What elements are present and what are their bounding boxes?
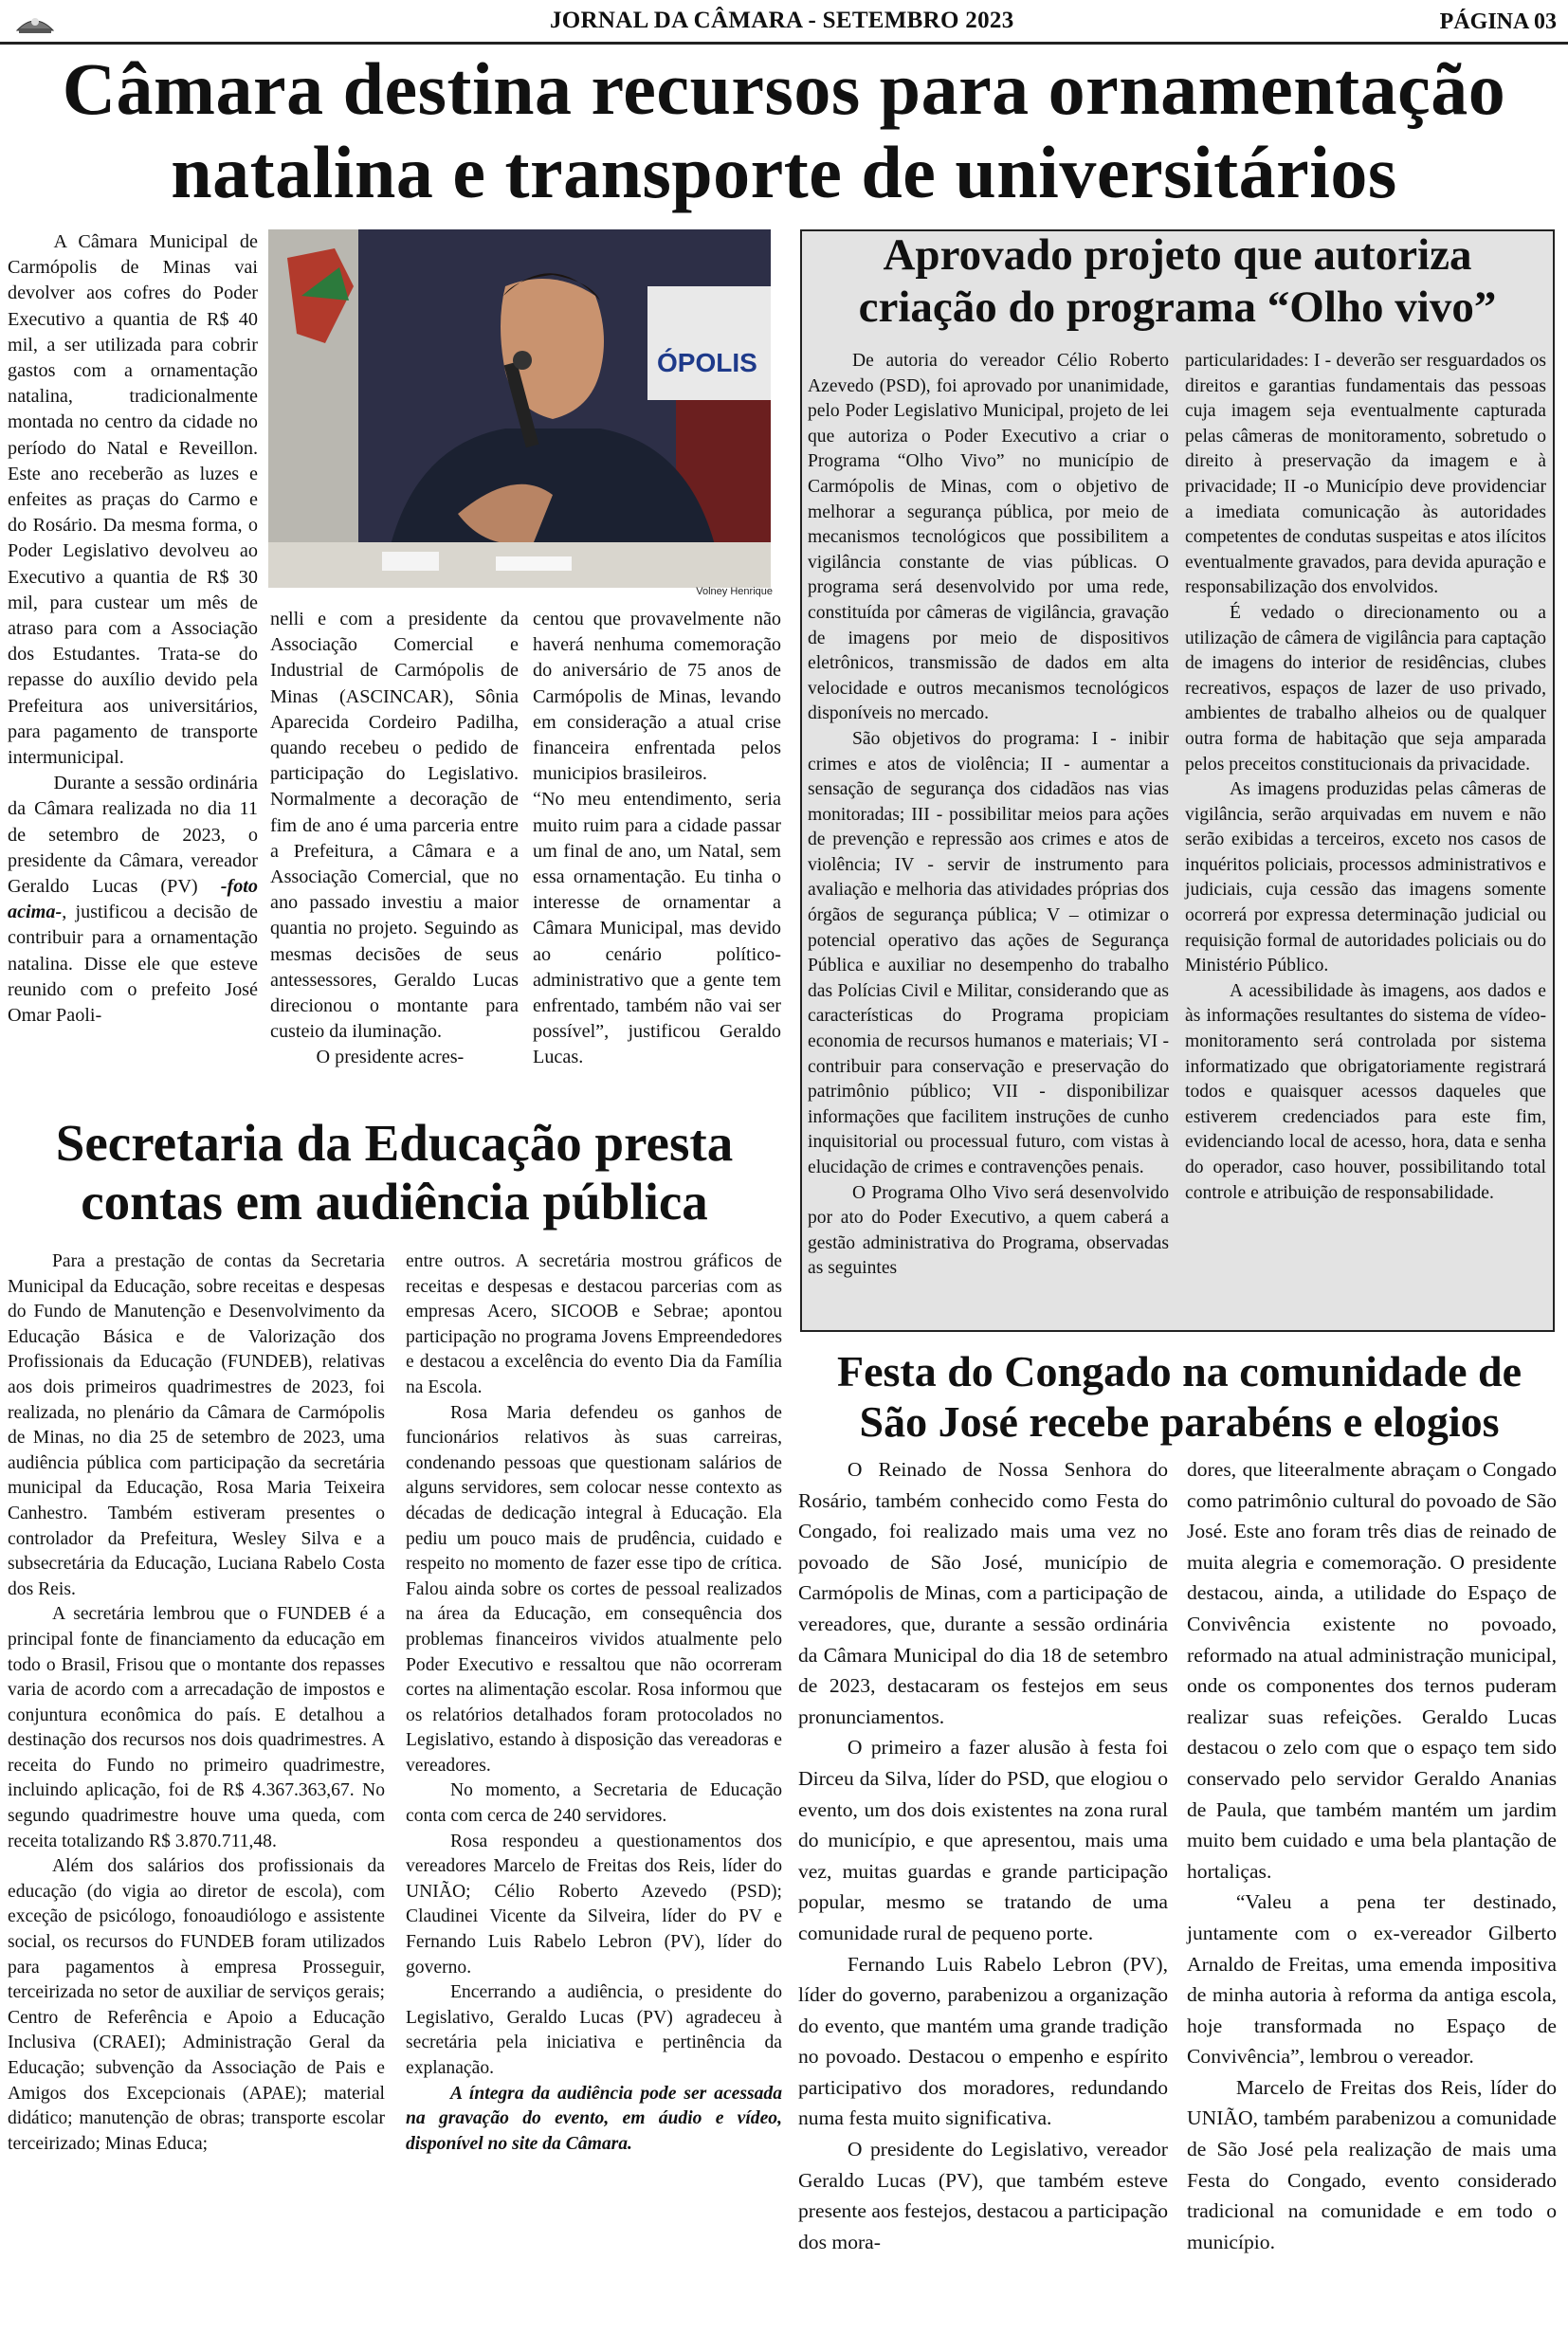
educacao-headline-line-2: contas em audiência pública	[81, 1173, 708, 1231]
main-article-column-3	[533, 607, 781, 1071]
main-headline	[0, 47, 1568, 214]
paragraph: De autoria do vereador Célio Roberto Azevedo (PSD), foi aprovado por unanimidade, pelo Poder Legislativo Municipal, projeto de lei que autoriza o Poder Executivo a criar o Programa “Olho Vivo” no município de Carmópolis de Minas, com o objetivo de melhorar a segurança pública, por meio de mecanismos tecnológicos que possibilitem a vigilância constante de vias públicas. O programa será desenvolvido por uma rede, constituída por câmeras de vigilância, gravação de imagens por meio de dispositivos eletrônicos, transmissão de dados em alta velocidade e outros mecanismos tecnológicos disponíveis no mercado.	[808, 351, 1169, 724]
paragraph: O Reinado de Nossa Senhora do Rosário, também conhecido como Festa do Congado, foi realizado mais uma vez no povoado de São José, município de Carmópolis de Minas, com a participação de vereadores, que, durante a sessão ordinária da Câmara Municipal do dia 18 de setembro de 2023, destacaram os festejos em seus pronunciamentos.	[798, 1458, 1168, 1728]
paragraph	[8, 771, 258, 1029]
paragraph: Rosa respondeu a questionamentos dos vereadores Marcelo de Freitas dos Reis, líder do UNIÃO; Célio Roberto Azevedo (PSD); Claudinei Vicente da Silveira, líder do PV e Fernando Luis Rabelo Lebron (PV), líder do governo.	[406, 1831, 782, 1978]
olho-vivo-column-2	[1185, 349, 1546, 1206]
congado-headline-line-1: Festa do Congado na comunidade de	[836, 1347, 1522, 1395]
paragraph: “No meu entendimento, seria muito ruim para a cidade passar um final de ano, um Natal, sem essa ornamentação. Eu tinha o interesse de ornamentar a Câmara Municipal, mas devido ao cenário político-administrativo que a gente tem enfrentado, também não vai ser possível”, justificou Geraldo Lucas.	[533, 789, 781, 1068]
main-headline-line-1: Câmara destina recursos para ornamentação	[62, 47, 1506, 130]
photo-reference: -foto acima-	[8, 876, 258, 923]
header-divider	[0, 42, 1568, 45]
paragraph: A secretária lembrou que o FUNDEB é a principal fonte de financiamento da educação em todo o Brasil, Frisou que o montante dos repasses varia de acordo com a arrecadação de impostos e conjuntura econômica do país. E detalhou a destinação dos recursos nos dois quadrimestres. A receita do Fundo no primeiro quadrimestre, incluindo aplicação, foi de R$ 4.367.363,67. No segundo quadrimestre houve uma queda, com receita totalizando R$ 3.870.711,48.	[8, 1604, 385, 1851]
svg-text:ÓPOLIS: ÓPOLIS	[657, 348, 757, 377]
paragraph: Rosa Maria defendeu os ganhos de funcionários relativos às suas carreiras, condenando pessoas que questionam salários de alguns servidores, sem colocar nesse contexto as décadas de dedicação integral à Educação. Ela pediu um pouco mais de prudência, cuidado e respeito no momento de fazer esse tipo de crítica. Falou ainda sobre os cortes de pessoal realizados na área da Educação, em consequência dos problemas financeiros vividos atualmente pelo Poder Executivo e ressaltou que não ocorreram cortes na alimentação escolar. Rosa informou que os relatórios detalhados foram protocolados no Legislativo, estando à disposição das vereadoras e vereadores.	[406, 1402, 782, 1776]
educacao-column-1	[8, 1249, 385, 2157]
congado-headline-line-2: São José recebe parabéns e elogios	[859, 1397, 1500, 1447]
paragraph: São objetivos do programa: I - inibir crimes e atos de violência; II - aumentar a sensação de segurança dos cidadãos nas vias monitoradas; III - possibilitar meios para ações de prevenção e repressão aos crimes e atos de violência; IV - servir de instrumento para avaliação e melhoria das atividades próprias dos órgãos de segurança pública; V – otimizar o potencial operativo das ações de Segurança Pública e auxiliar no desempenho do trabalho das Polícias Civil e Militar, considerando que as características do Programa propiciam economia de recursos humanos e materiais; VI - contribuir para conservação e preservação do patrimônio público; VII - disponibilizar informações que facilitem instruções de cunho inquisitorial ou processual futuro, com vistas à elucidação de crimes e contravenções penais.	[808, 728, 1169, 1177]
paragraph: No momento, a Secretaria de Educação conta com cerca de 240 servidores.	[406, 1780, 782, 1827]
paragraph: particularidades: I - deverão ser resguardados os direitos e garantias fundamentais das pessoas cuja imagem seja eventualmente capturada pelas câmeras de monitoramento, sobretudo o direito à preservação da imagem e à privacidade; II -o Município deve providenciar a imediata comunicação às autoridades competentes de condutas suspeitas e atos ilícitos eventualmente gravados, para devida apuração e responsabilização dos envolvidos.	[1185, 351, 1546, 598]
paragraph: dores, que liteeralmente abraçam o Congado como patrimônio cultural do povoado de São José. Este ano foram três dias de reinado de muita alegria e comemoração. O presidente destacou, ainda, a utilidade do Espaço de Convivência existente no povoado, reformado na atual administração municipal, onde os componentes dos ternos puderam realizar suas refeições. Geraldo Lucas destacou o zelo com que o espaço tem sido conservado pelo servidor Geraldo Ananias de Paula, que também mantém um jardim muito bem cuidado e uma bela plantação de hortaliças.	[1187, 1458, 1557, 1883]
olho-vivo-headline	[804, 229, 1551, 334]
congado-column-1	[798, 1454, 1168, 2257]
article-photo	[268, 229, 771, 588]
main-article-column-1	[8, 229, 258, 1029]
paragraph-text: , justificou a decisão de contribuir para a ornamentação natalina. Disse ele que esteve reunido com o prefeito José Omar Paoli-	[8, 902, 258, 1027]
paragraph: Além dos salários dos profissionais da educação (do vigia ao diretor de escola), com exceção de psicólogo, fonoaudiólogo e assistente social, os recursos do FUNDEB foram utilizados para pagamentos à empresa Prosseguir, terceirizada no setor de auxiliar de serviços gerais; Centro de Referência e Apoio a Educação Inclusiva (CRAEI); Administração Geral da Educação; subvenção da Associação de Pais e Amigos dos Excepcionais (APAE); material didático; manutenção de obras; transporte escolar terceirizado; Minas Educa;	[8, 1856, 385, 2154]
congado-column-2	[1187, 1454, 1557, 2257]
olho-vivo-column-1	[808, 349, 1169, 1282]
educacao-headline	[6, 1114, 783, 1231]
paragraph: nelli e com a presidente da Associação Comercial e Industrial de Carmópolis de Minas (ASCINCAR), Sônia Aparecida Cordeiro Padilha, quando recebeu o pedido de participação do Legislativo. Normalmente a decoração de fim de ano é uma parceria entre a Prefeitura, a Câmara e a Associação Comercial, que no ano passado investiu a maior quantia no projeto. Seguindo as mesmas decisões de seus antessessores, Geraldo Lucas direcionou o montante para custeio da iluminação.	[270, 609, 519, 1043]
site-note	[406, 2082, 782, 2158]
olho-vivo-headline-line-2: criação do programa “Olho vivo”	[858, 282, 1497, 332]
congado-headline	[796, 1346, 1562, 1448]
photo-credit: Volney Henrique	[696, 586, 773, 597]
paragraph: O presidente do Legislativo, vereador Geraldo Lucas (PV), que também esteve presente aos festejos, destacou a participação dos mora-	[798, 2138, 1168, 2253]
paragraph: As imagens produzidas pelas câmeras de vigilância, serão arquivadas em nuvem e não serão exibidas a terceiros, exceto nos casos de inquéritos policiais, processos administrativos e judiciais, cuja cessão das imagens somente ocorrerá por expressa determinação judicial ou requisição formal de autoridades policiais ou do Ministério Público.	[1185, 779, 1546, 976]
paragraph: É vedado o direcionamento ou a utilização de câmera de vigilância para captação de imagens do interior de residências, clubes recreativos, espaços de lazer de uso privado, ambientes de trabalho alheios ou de qualquer outra forma de habitação que seja amparada pelos preceitos constitucionais da privacidade.	[1185, 602, 1546, 775]
paragraph: A Câmara Municipal de Carmópolis de Minas vai devolver aos cofres do Poder Executivo a quantia de R$ 40 mil, a ser utilizada para cobrir gastos com a ornamentação natalina, tradicionalmente montada no centro da cidade no período do Natal e Reveillon. Este ano receberão as luzes e enfeites as praças do Carmo e do Rosário. Da mesma forma, o Poder Legislativo devolveu ao Executivo a quantia de R$ 30 mil, para custear um mês de atraso para com a Associação dos Estudantes. Trata-se do repasse do auxílio devido pela Prefeitura aos universitários, para pagamento de transporte intermunicipal.	[8, 231, 258, 769]
page-number: PÁGINA 03	[1439, 9, 1557, 34]
journal-title: JORNAL DA CÂMARA - SETEMBRO 2023	[550, 8, 1014, 33]
main-article-column-2	[270, 607, 519, 1071]
paragraph: Marcelo de Freitas dos Reis, líder do UNIÃO, também parabenizou a comunidade de São José pela realização de mais uma Festa do Congado, evento considerado tradicional na comunidade e em todo o município.	[1187, 2075, 1557, 2253]
site-note-text: A íntegra da audiência pode ser acessada na gravação do evento, em áudio e vídeo, disponível no site da Câmara.	[406, 2083, 782, 2154]
paragraph: “Valeu a pena ter destinado, juntamente com o ex-vereador Gilberto Arnaldo de Freitas, uma emenda impositiva de minha autoria à reforma da antiga escola, hoje transformada no Espaço de Convivência”, lembrou o vereador.	[1187, 1890, 1557, 2069]
paragraph: Para a prestação de contas da Secretaria Municipal da Educação, sobre receitas e despesas do Fundo de Manutenção e Desenvolvimento da Educação Básica e de Valorização dos Profissionais da Educação (FUNDEB), relativas aos dois primeiros quadrimestres de 2023, foi realizada, no plenário da Câmara de Carmópolis de Minas, no dia 25 de setembro de 2023, uma audiência pública com participação da secretária municipal da Educação, Rosa Maria Teixeira Canhestro. Também estiveram presentes o controlador da Prefeitura, Wesley Silva e a subsecretária da Educação, Luciana Rabelo Costa dos Reis.	[8, 1251, 385, 1599]
main-headline-line-2: natalina e transporte de universitários	[171, 131, 1397, 214]
paragraph: Fernando Luis Rabelo Lebron (PV), líder do governo, parabenizou a organização do evento, que mantém uma grande tradição no povoado. Destacou o empenho e espírito participativo dos moradores, redundando numa festa muito significativa.	[798, 1952, 1168, 2130]
paragraph: entre outros. A secretária mostrou gráficos de receitas e despesas e destacou parcerias com as empresas Acero, SICOOB e Sebrae; apontou participação no programa Jovens Empreendedores e destacou a excelência do evento Dia da Família na Escola.	[406, 1251, 782, 1397]
olho-vivo-headline-line-1: Aprovado projeto que autoriza	[883, 230, 1472, 280]
paragraph: A acessibilidade às imagens, aos dados e às informações resultantes do sistema de vídeo-monitoramento será controlada por sistema informatizado que obrigatoriamente registrará todos e quaisquer acessos daqueles que estiverem credenciados para este fim, evidenciando local de acesso, hora, data e senha do operador, caso houver, possibilitando total controle e atribuição de responsabilidade.	[1185, 980, 1546, 1203]
educacao-column-2	[406, 1249, 782, 2157]
page-header	[0, 8, 1568, 42]
paragraph: O presidente acres-	[316, 1047, 465, 1068]
paragraph: O primeiro a fazer alusão à festa foi Dirceu da Silva, líder do PSD, que elogiou o evento, um dos dois existentes na zona rural do município, e que apresentou, mais uma vez, muitas guardas e grande participação popular, mesmo se tratando de uma comunidade rural de pequeno porte.	[798, 1736, 1168, 1944]
paragraph: Encerrando a audiência, o presidente do Legislativo, Geraldo Lucas (PV) agradeceu à secretária pela iniciativa e pertinência da explanação.	[406, 1982, 782, 2078]
photo-illustration	[268, 229, 771, 588]
paragraph: O Programa Olho Vivo será desenvolvido por ato do Poder Executivo, a quem caberá a gestão administrativa do Programa, observadas as seguintes	[808, 1182, 1169, 1279]
educacao-headline-line-1: Secretaria da Educação presta	[55, 1114, 734, 1172]
paragraph-text: Durante a sessão ordinária da Câmara realizada no dia 11 de setembro de 2023, o presidente da Câmara, vereador Geraldo Lucas (PV)	[8, 773, 258, 898]
paragraph: centou que provavelmente não haverá nenhuma comemoração do aniversário de 75 anos de Carmópolis de Minas, levando em consideração a atual crise financeira enfrentada pelos municipios brasileiros.	[533, 609, 781, 785]
